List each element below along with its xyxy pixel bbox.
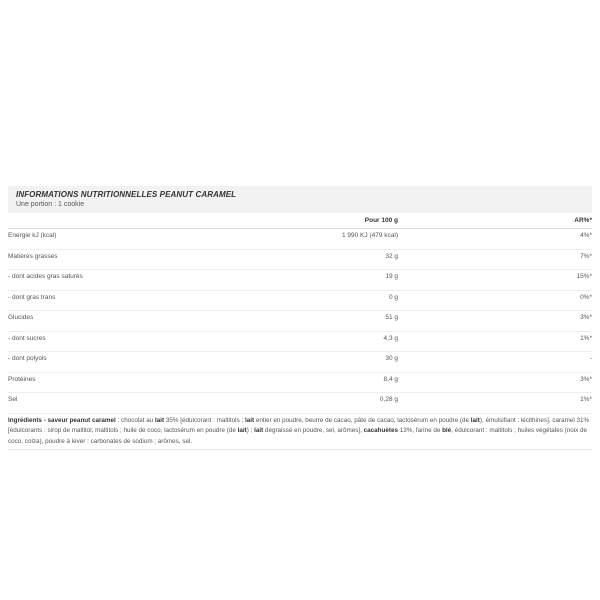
ingredients-segment: ) ; — [246, 427, 255, 434]
nutrient-ar: - — [398, 352, 592, 373]
nutrient-ar: 1%* — [398, 393, 592, 414]
allergen-text: lait — [254, 427, 264, 434]
allergen-text: lait — [237, 427, 247, 434]
nutrient-name: Sel — [8, 393, 188, 414]
nutrition-table — [8, 213, 592, 414]
ingredients-text — [8, 414, 592, 451]
nutrient-ar: 3%* — [398, 311, 592, 332]
nutrient-name: Matières grasses — [8, 249, 188, 270]
nutrient-per-100g: 30 g — [188, 352, 398, 373]
ingredients-segment: dégraissé en poudre, sel, arômes], — [263, 427, 364, 434]
table-row — [8, 229, 592, 250]
nutrient-ar: 1%* — [398, 331, 592, 352]
allergen-text: cacahuètes — [363, 427, 398, 434]
nutrient-name: - dont acides gras saturés — [8, 270, 188, 291]
ingredients-segment: entier en poudre, beurre de cacao, pâte de cacao, lactosérum en poudre (de — [254, 416, 471, 424]
ingredients-segment: ), émulsifiant : lécithines], caramel 31% [édulcorants : sirop de maltitol, maltitols ; huile de coco, lactosérum en poudre (de — [8, 416, 590, 434]
nutrient-name: - dont gras trans — [8, 290, 188, 311]
allergen-text: blé — [442, 427, 452, 434]
nutrient-name: - dont sucres — [8, 331, 188, 352]
nutrient-per-100g: 1 990 KJ (479 kcal) — [188, 229, 398, 250]
nutrient-name: Glucides — [8, 311, 188, 332]
allergen-text: lait — [244, 416, 255, 424]
nutrient-name: Energie kJ (kcal) — [8, 229, 188, 250]
nutrient-name: Protéines — [8, 372, 188, 393]
allergen-text: lait — [470, 416, 480, 424]
nutrient-ar: 3%* — [398, 372, 592, 393]
table-row — [8, 249, 592, 270]
nutrient-name: - dont polyols — [8, 352, 188, 373]
column-header-per-100g: Pour 100 g — [188, 213, 398, 229]
portion-subtitle: Une portion : 1 cookie — [16, 201, 85, 208]
nutrient-per-100g: 51 g — [188, 311, 398, 332]
nutrition-panel — [8, 186, 592, 450]
table-row — [8, 311, 592, 332]
ingredients-segment: 13%, farine de — [397, 427, 443, 434]
ingredients-segment: 35% [édulcorant : maltitols ; — [164, 416, 245, 424]
nutrient-ar: 7%* — [398, 249, 592, 270]
ingredients-segment: , édulcorant : maltitols ; huiles végétales (noix de coco, colza), poudre à lever : carbonates de sodium ; arômes, sel. — [8, 427, 587, 445]
nutrient-ar: 4%* — [398, 229, 592, 250]
allergen-text: lait — [155, 416, 165, 424]
table-row — [8, 372, 592, 393]
table-row — [8, 270, 592, 291]
nutrient-per-100g: 32 g — [188, 249, 398, 270]
nutrition-title: INFORMATIONS NUTRITIONNELLES PEANUT CARAMEL — [16, 190, 237, 199]
nutrition-header — [8, 186, 592, 213]
nutrient-per-100g: 0,28 g — [188, 393, 398, 414]
nutrient-per-100g: 0 g — [188, 290, 398, 311]
nutrient-per-100g: 4,3 g — [188, 331, 398, 352]
column-header-nutrient — [8, 213, 188, 229]
nutrient-per-100g: 19 g — [188, 270, 398, 291]
column-header-ar: AR%* — [398, 213, 592, 229]
nutrient-ar: 0%* — [398, 290, 592, 311]
table-row — [8, 290, 592, 311]
table-row — [8, 393, 592, 414]
nutrient-ar: 15%* — [398, 270, 592, 291]
table-row — [8, 352, 592, 373]
ingredients-label: Ingrédients - saveur peanut caramel — [8, 416, 116, 424]
table-row — [8, 331, 592, 352]
nutrient-per-100g: 8,4 g — [188, 372, 398, 393]
table-header-row — [8, 213, 592, 229]
ingredients-segment: : chocolat au — [115, 416, 156, 424]
